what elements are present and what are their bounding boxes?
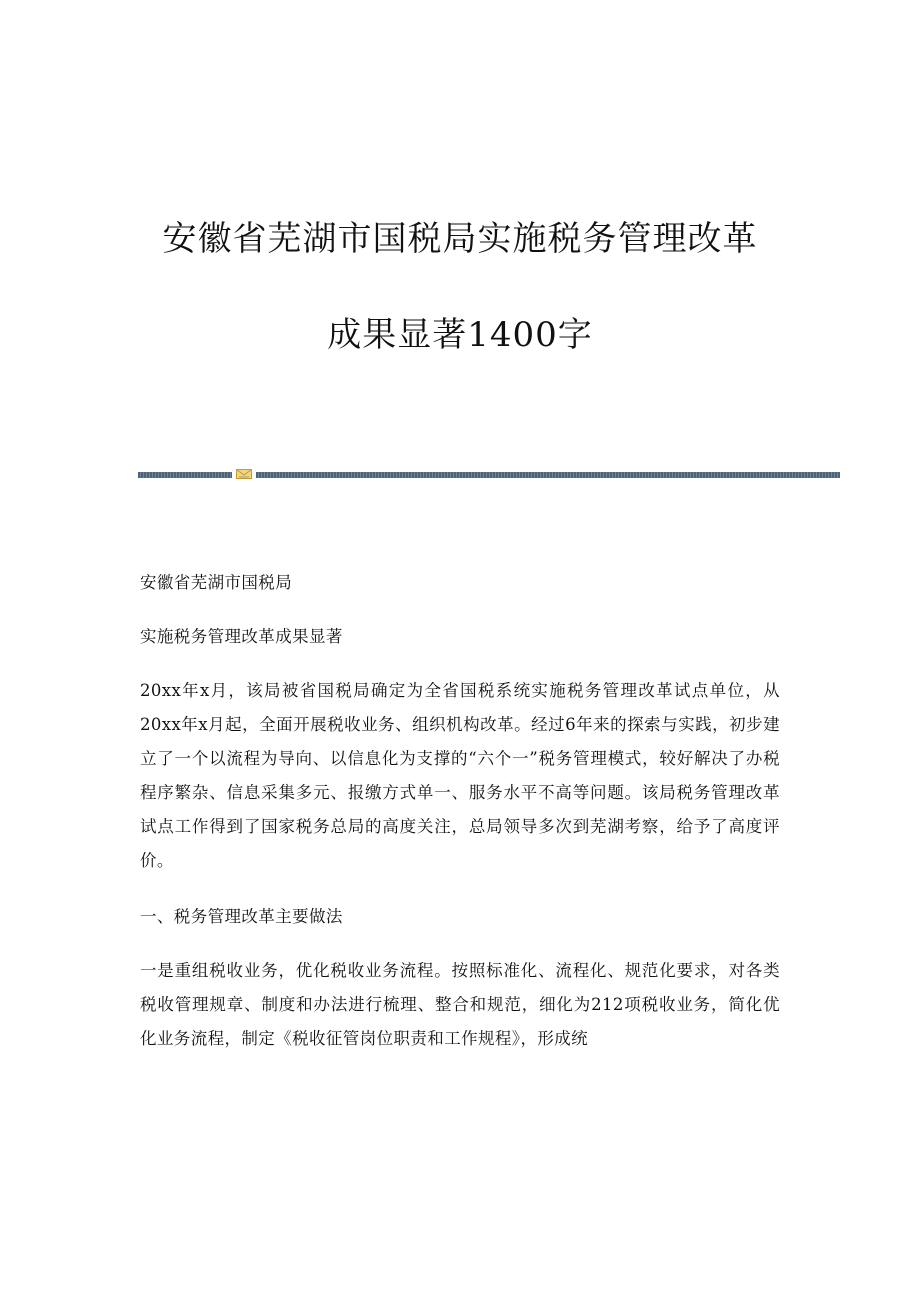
document-title-line-2: 成果显著1400字: [327, 315, 593, 355]
body-heading-organization: 安徽省芜湖市国税局: [140, 573, 293, 592]
divider-bar-right: [256, 472, 840, 478]
intro-paragraph: 20xx年x月，该局被省国税局确定为全省国税系统实施税务管理改革试点单位，从20xx年x月起，全面开展税收业务、组织机构改革。经过6年来的探索与实践，初步建立了一个以流程为导向、以信息化为支撑的“六个一”税务管理模式，较好解决了办税程序繁杂、信息采集多元、报缴方式单一、服务水平不高等问题。该局税务管理改革试点工作得到了国家税务总局的高度关注，总局领导多次到芜湖考察，给予了高度评价。: [140, 681, 780, 870]
body-heading-subtitle: 实施税务管理改革成果显著: [140, 627, 343, 646]
section-1-heading: 一、税务管理改革主要做法: [140, 907, 343, 926]
section-1-paragraph-1: 一是重组税收业务，优化税收业务流程。按照标准化、流程化、规范化要求，对各类税收管理规章、制度和办法进行梳理、整合和规范，细化为212项税收业务，简化优化业务流程，制定《税收征管岗位职责和工作规程》，形成统: [140, 961, 780, 1048]
decorative-divider: [138, 468, 840, 480]
document-title-line-1: 安徽省芜湖市国税局实施税务管理改革: [162, 219, 758, 259]
document-body: [140, 566, 780, 1078]
divider-bar-left: [138, 472, 232, 478]
envelope-ornament-icon: [236, 468, 252, 480]
